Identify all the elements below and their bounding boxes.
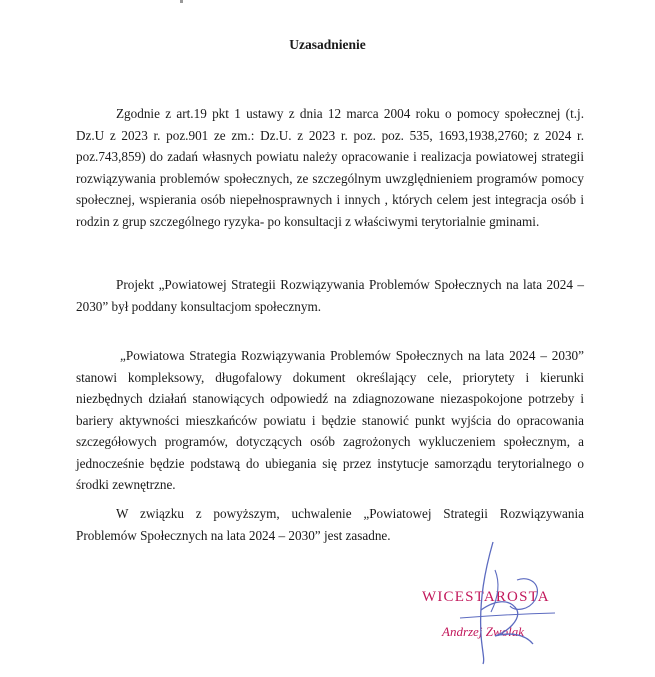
stamp-signer-name: Andrzej Zwolak [442,624,524,639]
paragraph-conclusion: W związku z powyższym, uchwalenie „Powiatowej Strategii Rozwiązywania Problemów Społecznych na lata 2024 – 2030” jest zasadne. [76,506,584,543]
scan-speck [180,0,183,3]
stamp-title: WICESTAROSTA [422,589,550,605]
document-title: Uzasadnienie [289,37,366,52]
paragraph-consultation: Projekt „Powiatowej Strategii Rozwiązywania Problemów Społecznych na lata 2024 – 2030” był poddany konsultacjom społecznym. [76,277,584,314]
paragraph-strategy-description: „Powiatowa Strategia Rozwiązywania Problemów Społecznych na lata 2024 – 2030” stanowi kompleksowy, długofalowy dokument określający cele, priorytety i kierunki niezbędnych działań stanowiących odpowiedź na zdiagnozowane niezaspokojone potrzeby i bariery aktywności mieszkańców powiatu i będzie stanowić punkt wyjścia do opracowania szczegółowych programów, dotyczących osób zagrożonych wykluczeniem społecznym, a jednocześnie będzie podstawą do ubiegania się przez instytucje samorządu terytorialnego o środki zewnętrzne. [76,348,584,492]
paragraph-legal-basis: Zgodnie z art.19 pkt 1 ustawy z dnia 12 marca 2004 roku o pomocy społecznej (t.j. Dz.U z 2023 r. poz.901 ze zm.: Dz.U. z 2023 r. poz. poz. 535, 1693,1938,2760; z 2024 r. poz.743,859) do zadań własnych powiatu należy opracowanie i realizacja powiatowej strategii rozwiązywania problemów społecznych, ze szczególnym uwzględnieniem programów pomocy społecznej, wspierania osób niepełnosprawnych i innych , których celem jest integracja osób i rodzin z grup szczególnego ryzyka- po konsultacji z właściwymi terytorialnie gminami. [76,106,584,229]
handwritten-signature [455,540,565,665]
